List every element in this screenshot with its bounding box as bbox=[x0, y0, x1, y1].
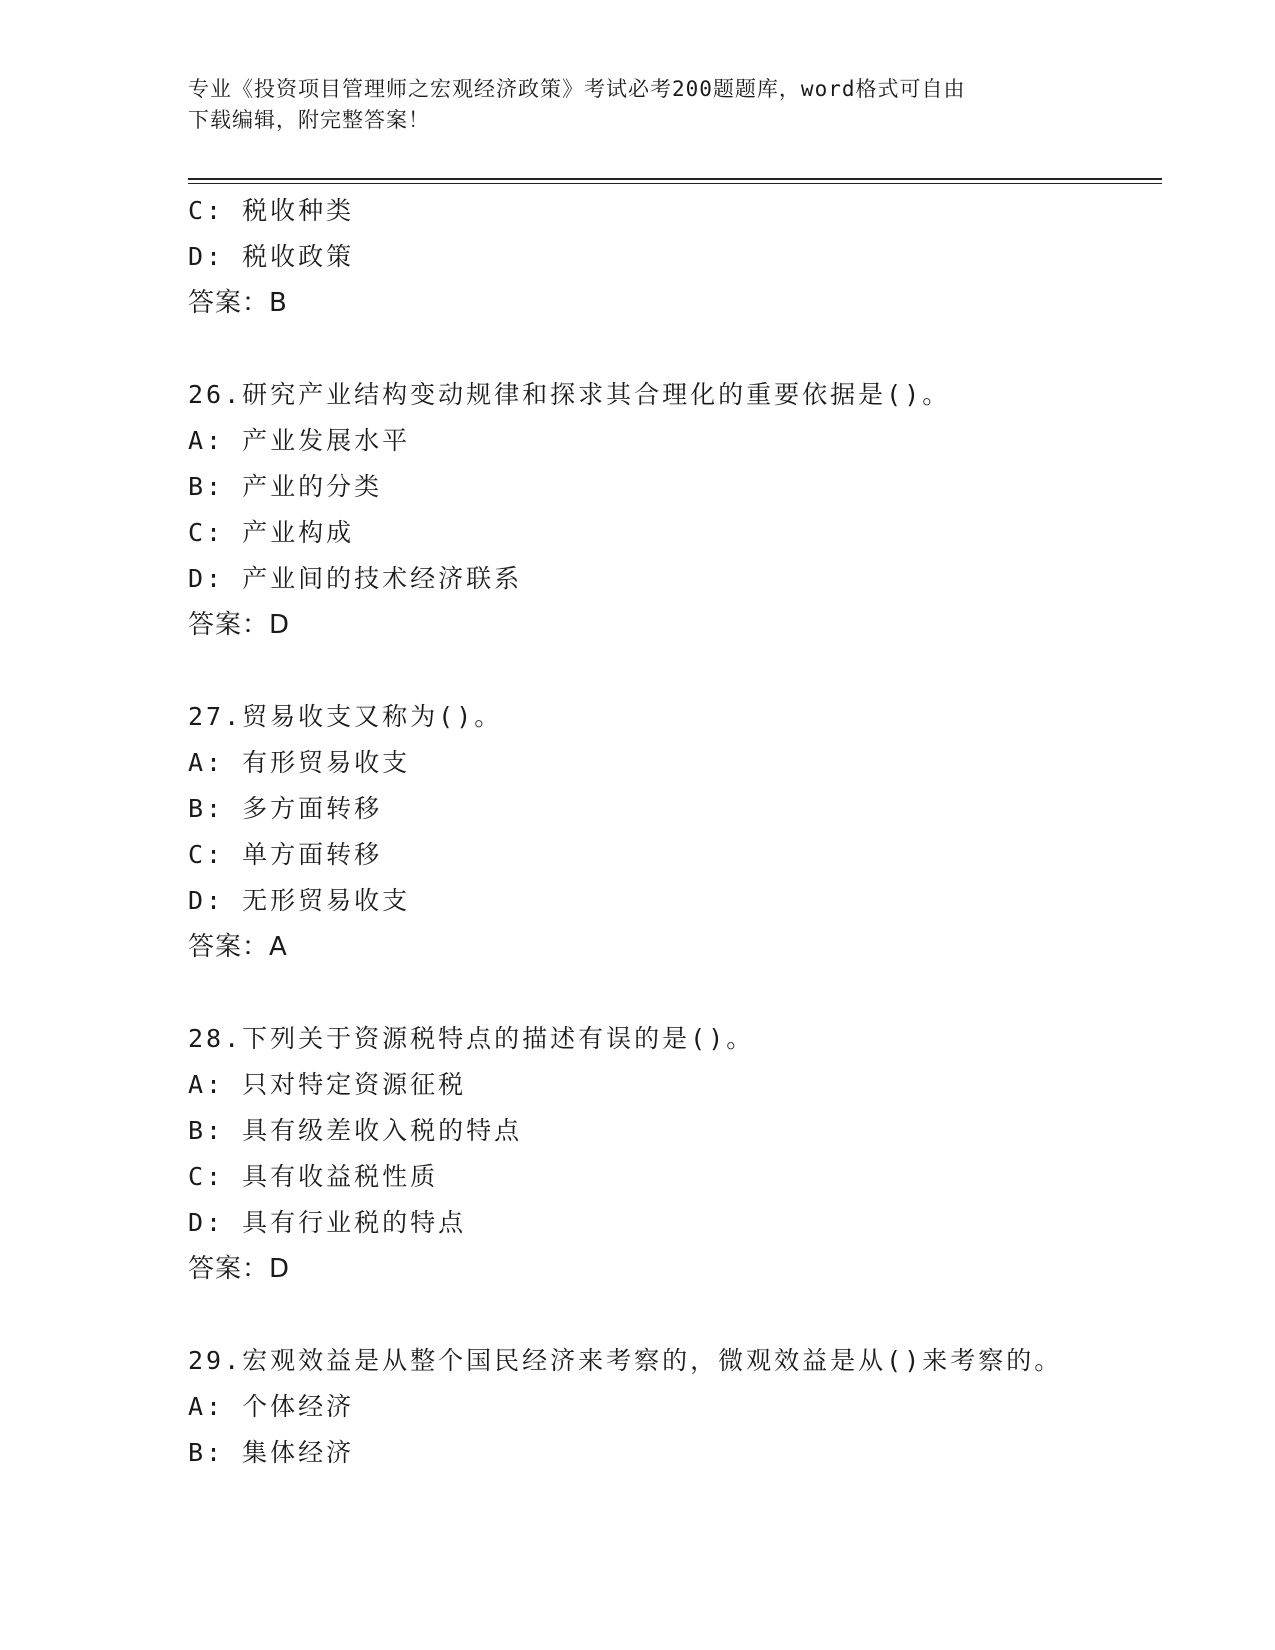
option-c: C: 单方面转移 bbox=[188, 840, 383, 869]
question-text: 26.研究产业结构变动规律和探求其合理化的重要依据是()。 bbox=[188, 380, 951, 409]
option-a: A: 个体经济 bbox=[188, 1392, 355, 1421]
option-b: B: 集体经济 bbox=[188, 1438, 355, 1467]
option-a: A: 只对特定资源征税 bbox=[188, 1070, 467, 1099]
spacer bbox=[188, 970, 1168, 1016]
spacer bbox=[188, 326, 1168, 372]
question-list bbox=[188, 188, 1168, 1476]
question-block-27 bbox=[188, 694, 1168, 970]
option-c: C: 税收种类 bbox=[188, 196, 355, 225]
answer-line: 答案：D bbox=[188, 610, 291, 640]
question-block-29 bbox=[188, 1338, 1168, 1476]
question-block-26 bbox=[188, 372, 1168, 648]
question-block-25 bbox=[188, 188, 1168, 326]
answer-line: 答案：B bbox=[188, 288, 288, 318]
question-text: 27.贸易收支又称为()。 bbox=[188, 702, 503, 731]
option-a: A: 有形贸易收支 bbox=[188, 748, 411, 777]
question-text: 29.宏观效益是从整个国民经济来考察的，微观效益是从()来考察的。 bbox=[188, 1346, 1063, 1375]
option-c: C: 具有收益税性质 bbox=[188, 1162, 439, 1191]
option-b: B: 具有级差收入税的特点 bbox=[188, 1116, 523, 1145]
option-c: C: 产业构成 bbox=[188, 518, 355, 547]
option-a: A: 产业发展水平 bbox=[188, 426, 411, 455]
option-d: D: 具有行业税的特点 bbox=[188, 1208, 467, 1237]
answer-line: 答案：A bbox=[188, 932, 288, 962]
header-line-2: 下载编辑，附完整答案！ bbox=[188, 108, 430, 132]
spacer bbox=[188, 648, 1168, 694]
option-d: D: 产业间的技术经济联系 bbox=[188, 564, 523, 593]
header-line-1: 专业《投资项目管理师之宏观经济政策》考试必考200题题库，word格式可自由 bbox=[188, 77, 966, 101]
option-d: D: 税收政策 bbox=[188, 242, 355, 271]
answer-line: 答案：D bbox=[188, 1254, 291, 1284]
header-divider-thin bbox=[188, 183, 1162, 184]
question-block-28 bbox=[188, 1016, 1168, 1292]
question-text: 28.下列关于资源税特点的描述有误的是()。 bbox=[188, 1024, 755, 1053]
option-b: B: 多方面转移 bbox=[188, 794, 383, 823]
document-header bbox=[188, 74, 1088, 136]
option-b: B: 产业的分类 bbox=[188, 472, 383, 501]
option-d: D: 无形贸易收支 bbox=[188, 886, 411, 915]
header-divider-thick bbox=[188, 178, 1162, 180]
spacer bbox=[188, 1292, 1168, 1338]
